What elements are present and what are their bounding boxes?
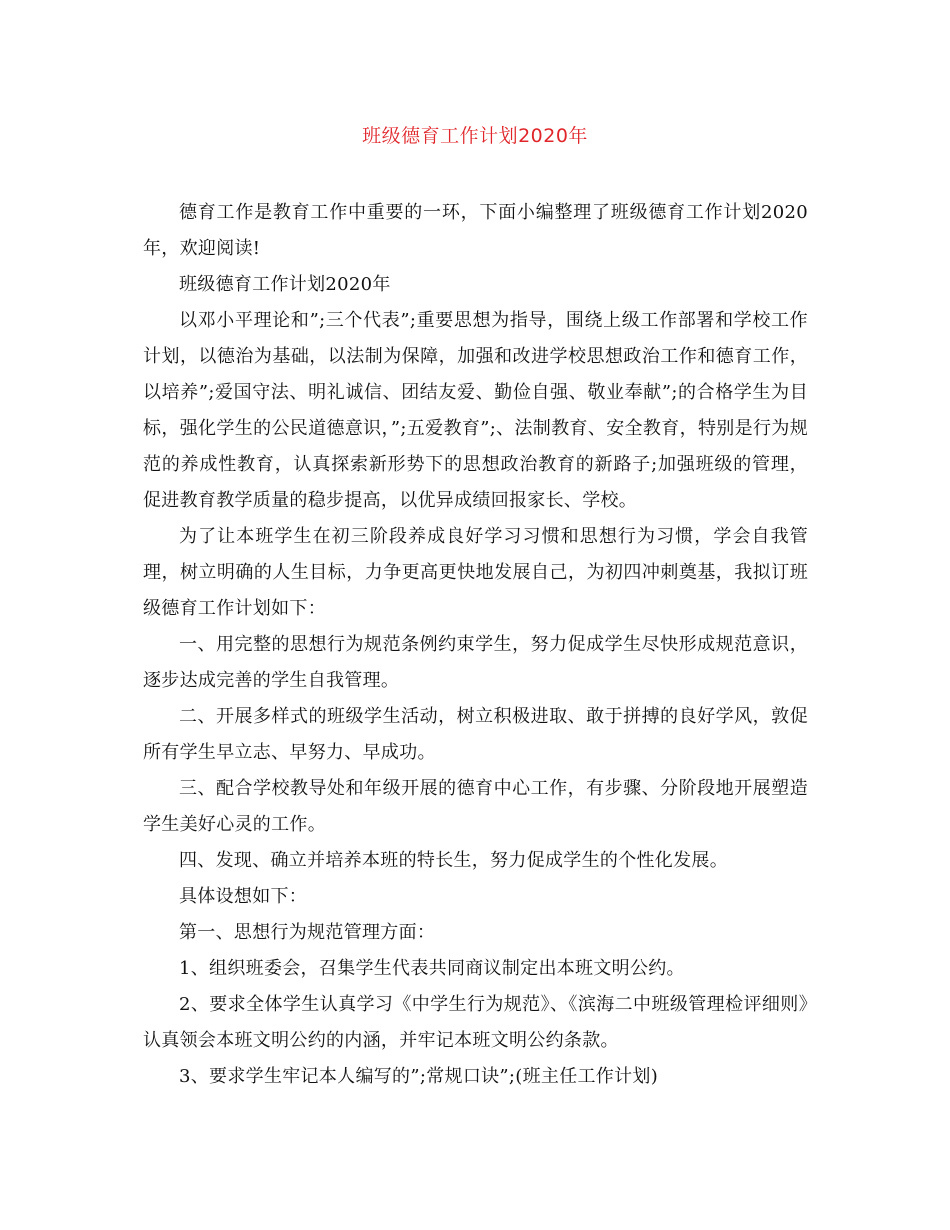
guiding-principle-paragraph: 以邓小平理论和”;三个代表”;重要思想为指导，围绕上级工作部署和学校工作计划，以德治为基础，以法制为保障，加强和改进学校思想政治工作和德育工作，以培养”;爱国守法、明礼诚信、团结友爱、勤俭自强、敬业奉献”;的合格学生为目标，强化学生的公民道德意识，”;五爱教育”;、法制教育、安全教育，特别是行为规范的养成性教育，认真探索新形势下的思想政治教育的新路子;加强班级的管理，促进教育教学质量的稳步提高，以优异成绩回报家长、学校。 xyxy=(143,310,808,511)
plan-item-3: 三、配合学校教导处和年级开展的德育中心工作，有步骤、分阶段地开展塑造学生美好心灵的工作。 xyxy=(143,778,808,835)
intro-paragraph: 德育工作是教育工作中重要的一环，下面小编整理了班级德育工作计划2020年，欢迎阅读! xyxy=(143,202,808,259)
details-heading: 具体设想如下： xyxy=(179,886,308,907)
purpose-paragraph: 为了让本班学生在初三阶段养成良好学习习惯和思想行为习惯，学会自我管理，树立明确的人生目标，力争更高更快地发展自己，为初四冲刺奠基，我拟订班级德育工作计划如下： xyxy=(143,526,808,619)
list-item: 1、组织班委会，召集学生代表共同商议制定出本班文明公约。 xyxy=(179,958,685,979)
subsection-heading: 第一、思想行为规范管理方面： xyxy=(179,922,436,943)
list-item: 2、要求全体学生认真学习《中学生行为规范》、《滨海二中班级管理检评细则》认真领会本班文明公约的内涵，并牢记本班文明公约条款。 xyxy=(143,994,808,1051)
document-body xyxy=(143,195,808,1095)
document-title: 班级德育工作计划2020年 xyxy=(362,125,588,147)
plan-item-2: 二、开展多样式的班级学生活动，树立积极进取、敢于拼搏的良好学风，敦促所有学生早立志、早努力、早成功。 xyxy=(143,706,808,763)
section-heading: 班级德育工作计划2020年 xyxy=(179,274,391,295)
list-item: 3、要求学生牢记本人编写的”;常规口诀”;(班主任工作计划) xyxy=(179,1066,659,1087)
plan-item-1: 一、用完整的思想行为规范条例约束学生，努力促成学生尽快形成规范意识，逐步达成完善的学生自我管理。 xyxy=(143,634,808,691)
plan-item-4: 四、发现、确立并培养本班的特长生，努力促成学生的个性化发展。 xyxy=(179,850,728,871)
